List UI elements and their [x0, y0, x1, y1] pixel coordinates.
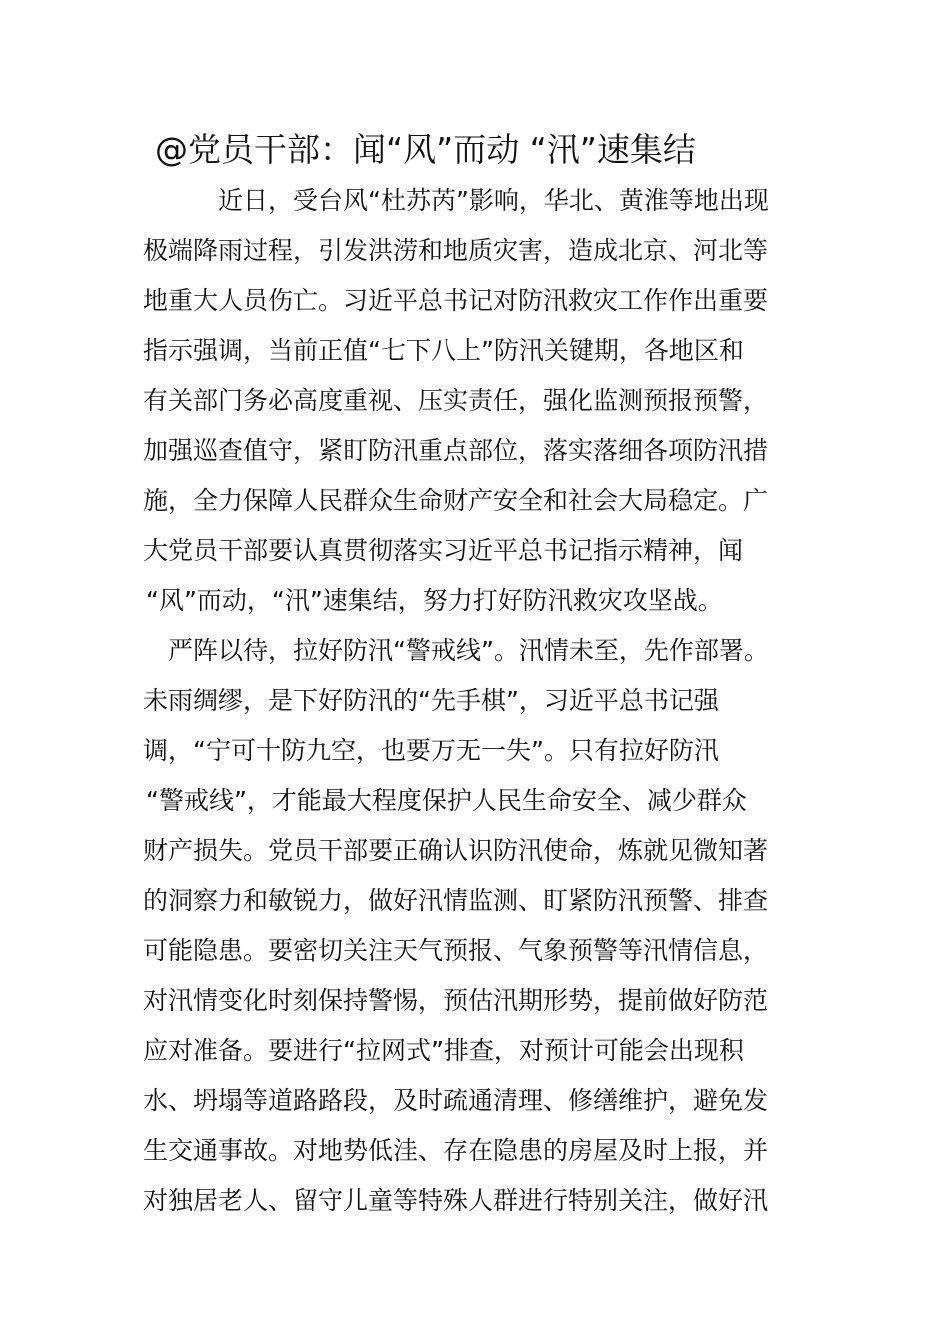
- text-line: 大党员干部要认真贯彻落实习近平总书记指示精神，闻: [143, 536, 744, 565]
- text-line: 施，全力保障人民群众生命财产安全和社会大局稳定。广: [143, 486, 769, 515]
- document-title: @党员干部：闻“风”而动 “汛”速集结: [155, 130, 696, 169]
- text-line: 调，“宁可十防九空，也要万无一失”。只有拉好防汛: [143, 736, 719, 765]
- text-line: 指示强调，当前正值“七下八上”防汛关键期，各地区和: [143, 336, 744, 365]
- text-line: 严阵以待，拉好防汛“警戒线”。汛情未至，先作部署。: [168, 636, 769, 665]
- text-line: 应对准备。要进行“拉网式”排查，对预计可能会出现积: [143, 1036, 744, 1065]
- text-line: 近日，受台风“杜苏芮”影响，华北、黄淮等地出现: [218, 186, 769, 215]
- text-line: 生交通事故。对地势低洼、存在隐患的房屋及时上报，并: [143, 1136, 769, 1165]
- text-line: 水、坍塌等道路路段，及时疏通清理、修缮维护，避免发: [143, 1086, 769, 1115]
- text-line: “风”而动，“汛”速集结，努力打好防汛救灾攻坚战。: [146, 586, 723, 615]
- text-line: 地重大人员伤亡。习近平总书记对防汛救灾工作作出重要: [143, 286, 769, 315]
- text-line: 加强巡查值守，紧盯防汛重点部位，落实落细各项防汛措: [143, 436, 769, 465]
- text-line: 的洞察力和敏锐力，做好汛情监测、盯紧防汛预警、排查: [143, 886, 769, 915]
- text-line: 极端降雨过程，引发洪涝和地质灾害，造成北京、河北等: [143, 236, 769, 265]
- text-line: 财产损失。党员干部要正确认识防汛使命，炼就见微知著: [143, 836, 769, 865]
- text-line: 有关部门务必高度重视、压实责任，强化监测预报预警，: [143, 386, 769, 415]
- text-line: 未雨绸缪，是下好防汛的“先手棋”，习近平总书记强: [143, 686, 719, 715]
- text-line: 对汛情变化时刻保持警惕，预估汛期形势，提前做好防范: [143, 986, 769, 1015]
- text-line: “警戒线”，才能最大程度保护人民生命安全、减少群众: [146, 786, 747, 815]
- text-line: 可能隐患。要密切关注天气预报、气象预警等汛情信息，: [143, 936, 769, 965]
- text-line: 对独居老人、留守儿童等特殊人群进行特别关注，做好汛: [143, 1186, 769, 1215]
